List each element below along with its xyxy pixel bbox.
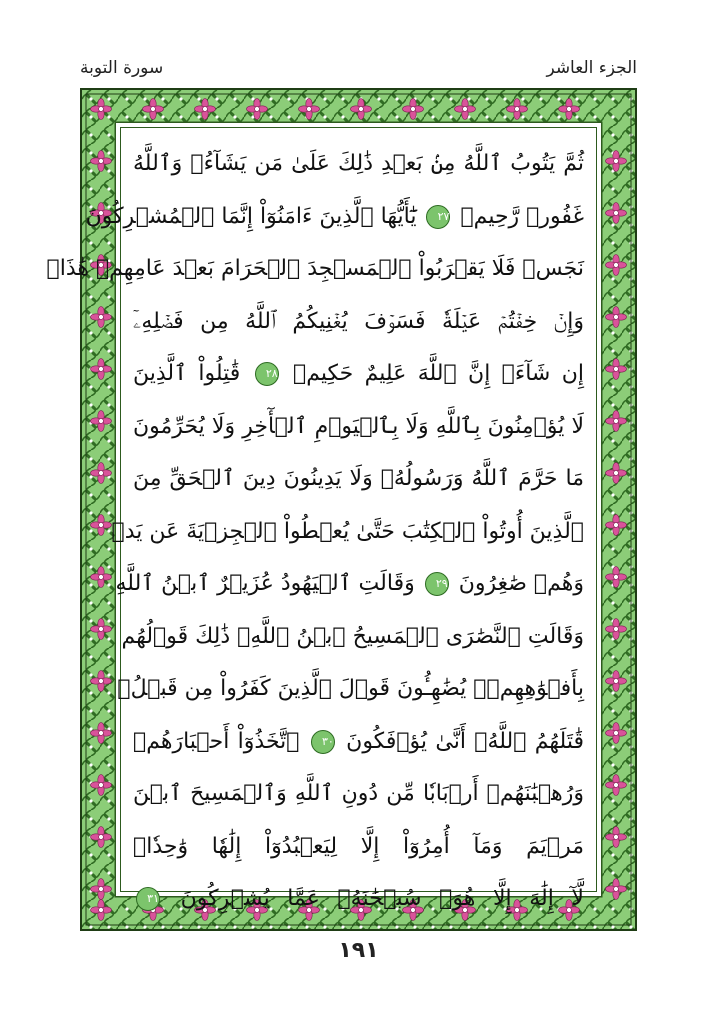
verse-line: [121, 716, 596, 769]
verse-lines: [46, 138, 596, 926]
ayah-number-marker: ٢٨: [255, 362, 279, 386]
verse-text: مَرۡيَمَ وَمَآ أُمِرُوٓاْ إِلَّا لِيَعۡبُدُوٓاْ إِلَٰهٗا وَٰحِدٗاۖ: [133, 833, 584, 859]
verse-text: وَإِنۡ خِفۡتُمۡ عَيۡلَةٗ فَسَوۡفَ يُغۡنِيكُمُ ٱللَّهُ مِن فَضۡلِهِۦٓ: [133, 308, 584, 334]
verse-text: ثُمَّ يَتُوبُ ٱللَّهُ مِنۢ بَعۡدِ ذَٰلِكَ عَلَىٰ مَن يَشَآءُۗ وَٱللَّهُ: [133, 151, 584, 176]
verse-line: [46, 243, 596, 296]
verse-text: ٱتَّخَذُوٓاْ أَحۡبَارَهُمۡ: [133, 728, 300, 754]
verse-text: وَقَالَتِ ٱلنَّصَٰرَى ٱلۡمَسِيحُ ٱبۡنُ ٱللَّهِۖ ذَٰلِكَ قَوۡلُهُم: [121, 623, 584, 649]
verse-line: [121, 453, 596, 506]
verse-line: [115, 558, 596, 611]
page-number: ١٩١: [338, 938, 379, 963]
verse-text: لَّآ إِلَٰهَ إِلَّا هُوَۚ سُبۡحَٰنَهُۥ عَمَّا يُشۡرِكُونَ: [180, 886, 584, 911]
verse-line: [111, 506, 596, 559]
verse-text: غَفُورٞ رَّحِيمٞ: [460, 203, 584, 229]
verse-line: [121, 348, 596, 401]
verse-line: [121, 138, 596, 191]
verse-text: وَهُمۡ صَٰغِرُونَ: [458, 571, 584, 596]
ayah-number-marker: ٢٩: [425, 572, 449, 596]
verse-text: يَٰٓأَيُّهَا ٱلَّذِينَ ءَامَنُوٓاْ إِنَّمَا ٱلۡمُشۡرِكُونَ: [85, 203, 417, 229]
verse-text: وَرُهۡبَٰنَهُمۡ أَرۡبَابٗا مِّن دُونِ ٱللَّهِ وَٱلۡمَسِيحَ ٱبۡنَ: [133, 781, 584, 806]
surah-name: سورة التوبة: [80, 58, 164, 78]
verse-text: إِن شَآءَۚ إِنَّ ٱللَّهَ عَلِيمٌ حَكِيمٞ: [293, 361, 585, 386]
verse-line: [121, 296, 596, 349]
verse-text: بِأَفۡوَٰهِهِمۡۖ يُضَٰهِـُٔونَ قَوۡلَ ٱلَّذِينَ كَفَرُواْ مِن قَبۡلُۚ: [117, 676, 584, 701]
ayah-number-marker: ٣١: [136, 887, 160, 911]
ornamental-frame: [46, 88, 637, 931]
verse-line: [121, 611, 596, 664]
ayah-number-marker: ٢٧: [426, 205, 450, 229]
verse-line: [117, 663, 596, 716]
verse-text: ٱلَّذِينَ أُوتُواْ ٱلۡكِتَٰبَ حَتَّىٰ يُعۡطُواْ ٱلۡجِزۡيَةَ عَن يَدٖ: [111, 518, 584, 544]
ayah-number-marker: ٣٠: [311, 730, 335, 754]
verse-line: [121, 873, 596, 926]
verse-line: [85, 191, 596, 244]
page-header: [80, 56, 637, 86]
juz-name: الجزء العاشر: [546, 58, 637, 78]
verse-text: نَجَسٞ فَلَا يَقۡرَبُواْ ٱلۡمَسۡجِدَ ٱلۡحَرَامَ بَعۡدَ عَامِهِمۡ هَٰذَاۚ: [46, 256, 584, 281]
verse-line: [121, 401, 596, 454]
verse-text: مَا حَرَّمَ ٱللَّهُ وَرَسُولُهُۥ وَلَا يَدِينُونَ دِينَ ٱلۡحَقِّ مِنَ: [133, 466, 584, 491]
verse-text: قَٰتَلَهُمُ ٱللَّهُۖ أَنَّىٰ يُؤۡفَكُونَ: [346, 728, 584, 754]
text-panel: [46, 127, 597, 911]
verse-line: [121, 768, 596, 821]
verse-text: وَقَالَتِ ٱلۡيَهُودُ عُزَيۡرٌ ٱبۡنُ ٱللَّهِ: [115, 571, 415, 596]
verse-text: قَٰتِلُواْ ٱلَّذِينَ: [133, 361, 241, 386]
verse-text: لَا يُؤۡمِنُونَ بِٱللَّهِ وَلَا بِٱلۡيَوۡمِ ٱلۡأٓخِرِ وَلَا يُحَرِّمُونَ: [133, 413, 584, 439]
verse-line: [121, 821, 596, 874]
